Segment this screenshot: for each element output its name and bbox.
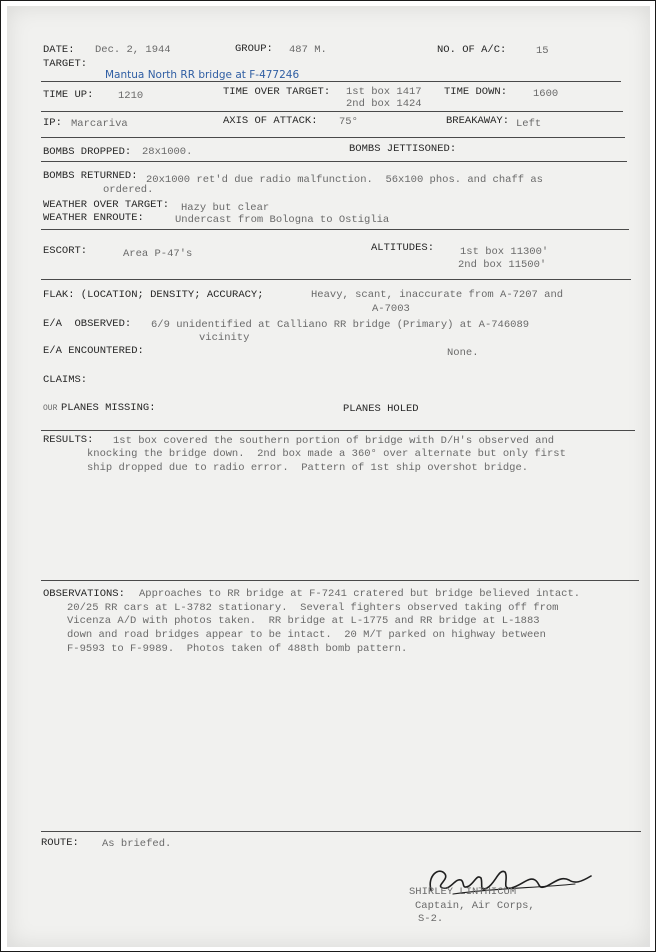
breakaway-label: BREAKAWAY: [446,115,510,127]
divider [41,137,625,138]
ea-encountered-value: None. [447,347,479,359]
weather-enroute-label: WEATHER ENROUTE: [43,212,144,224]
time-up-label: TIME UP: [43,89,94,101]
group-label: GROUP: [235,43,273,55]
flak-label: FLAK: (LOCATION; DENSITY; ACCURACY; [43,289,264,301]
ip-value: Marcariva [71,118,128,130]
route-value: As briefed. [102,838,172,850]
number-of-aircraft-label: NO. OF A/C: [437,44,507,56]
time-up-value: 1210 [118,90,144,102]
claims-label: CLAIMS: [43,374,88,386]
breakaway-value: Left [516,118,542,130]
altitudes-first-box: 1st box 11300' [460,246,549,258]
time-down-value: 1600 [533,88,559,100]
escort-value: Area P-47's [123,248,193,260]
ip-label: IP: [43,117,62,129]
ea-observed-line-1: 6/9 unidentified at Calliano RR bridge (Primary) at A-746089 [151,319,530,331]
divider [41,279,631,280]
target-label: TARGET: [43,58,88,70]
flak-line-2: A-7003 [372,303,410,315]
weather-over-target-label: WEATHER OVER TARGET: [43,199,170,211]
signature-name: SHIRLEY LINTHICUM [409,886,517,898]
target-value: Mantua North RR bridge at F-477246 [105,69,300,81]
number-of-aircraft-value: 15 [536,45,549,57]
divider [41,430,635,431]
observations-line-3: Vicenza A/D with photos taken. RR bridge at L-1775 and RR bridge at L-1883 [67,615,540,627]
time-down-label: TIME DOWN: [444,86,508,98]
time-over-target-label: TIME OVER TARGET: [223,86,331,98]
time-over-target-second-box: 2nd box 1424 [346,98,422,110]
date-value: Dec. 2, 1944 [95,44,171,56]
signature-office: S-2. [418,913,444,925]
axis-of-attack-value: 75° [339,116,358,128]
divider [41,580,639,581]
observations-line-2: 20/25 RR cars at L-3782 stationary. Several fighters observed taking off from [67,602,559,614]
flak-line-1: Heavy, scant, inaccurate from A-7207 and [311,289,564,301]
mission-report-sheet [7,6,650,947]
bombs-dropped-value: 28x1000. [142,146,193,158]
observations-line-5: F-9593 to F-9989. Photos taken of 488th bomb pattern. [67,643,408,655]
bombs-returned-label: BOMBS RETURNED: [43,170,138,182]
route-label: ROUTE: [41,837,79,849]
bombs-dropped-label: BOMBS DROPPED: [43,146,132,158]
observations-line-4: down and road bridges appear to be intact. 20 M/T parked on highway between [67,629,546,641]
ea-observed-label: E/A OBSERVED: [43,318,132,330]
results-line-3: ship dropped due to radio error. Pattern of 1st ship overshot bridge. [87,462,529,474]
observations-label: OBSERVATIONS: [43,588,125,600]
ea-encountered-label: E/A ENCOUNTERED: [43,345,144,357]
bombs-returned-line-1: 20x1000 ret'd due radio malfunction. 56x100 phos. and chaff as [146,174,543,186]
escort-label: ESCORT: [43,245,88,257]
divider [41,111,623,112]
ea-observed-line-2: vicinity [199,332,250,344]
divider [41,229,629,230]
bombs-jettisoned-label: BOMBS JETTISONED: [349,143,457,155]
planes-missing-prefix: OUR [43,404,58,413]
observations-line-1: Approaches to RR bridge at F-7241 cratered but bridge believed intact. [139,588,581,600]
divider [41,161,627,162]
altitudes-label: ALTITUDES: [371,242,435,254]
axis-of-attack-label: AXIS OF ATTACK: [223,115,318,127]
results-line-1: 1st box covered the southern portion of bridge with D/H's observed and [113,435,555,447]
time-over-target-first-box: 1st box 1417 [346,86,422,98]
divider [41,81,621,82]
planes-holed-label: PLANES HOLED [343,403,419,415]
signature-title: Captain, Air Corps, [415,900,535,912]
divider [41,831,641,832]
date-label: DATE: [43,44,75,56]
results-line-2: knocking the bridge down. 2nd box made a 360° over alternate but only first [87,448,566,460]
altitudes-second-box: 2nd box 11500' [458,259,547,271]
planes-missing-label: PLANES MISSING: [61,402,156,414]
bombs-returned-line-2: ordered. [103,184,154,196]
group-value: 487 M. [289,44,327,56]
results-label: RESULTS: [43,434,94,446]
weather-over-target-value: Hazy but clear [181,202,270,214]
weather-enroute-value: Undercast from Bologna to Ostiglia [175,214,390,226]
